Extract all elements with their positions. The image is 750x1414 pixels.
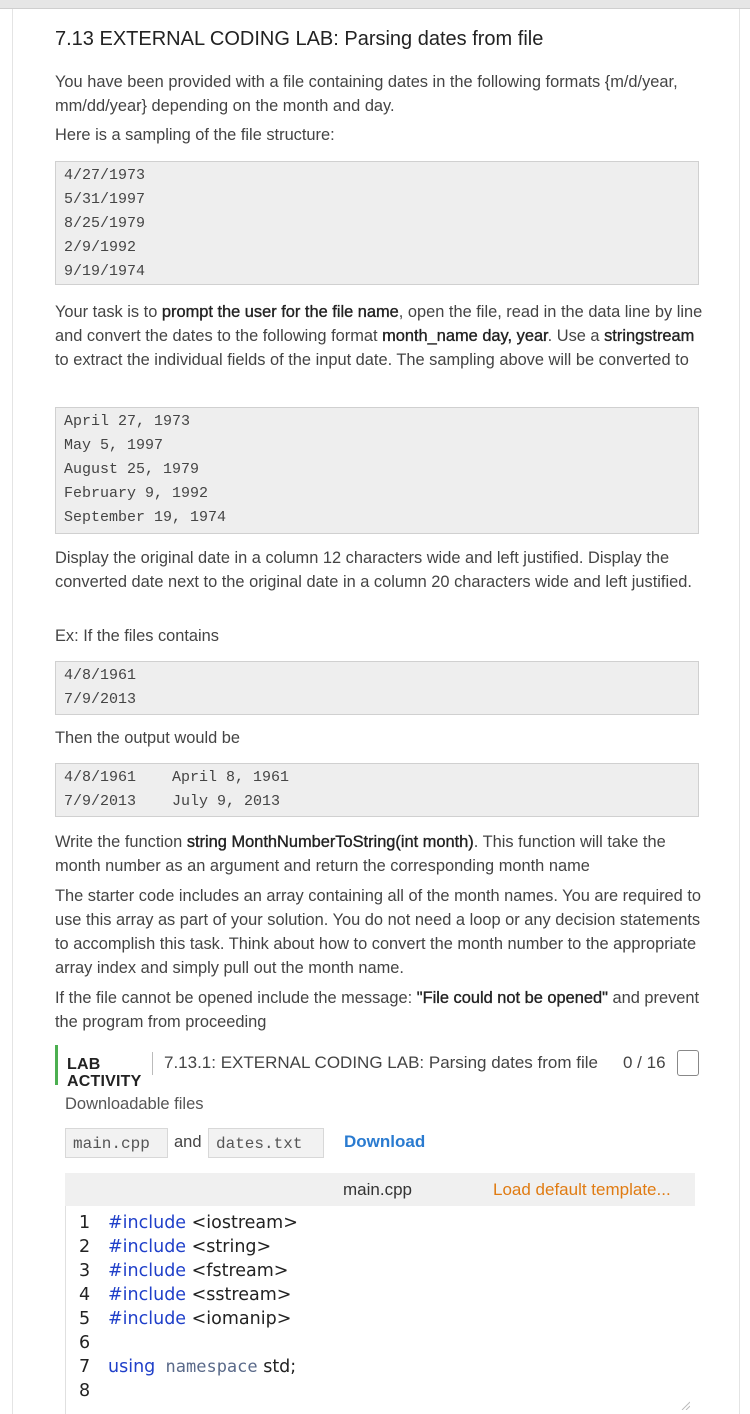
line-number: 4 [79,1285,91,1305]
code-line: September 19, 1974 [64,509,227,526]
display-paragraph: Display the original date in a column 12 characters wide and left justified. Display the converted date next to the original date in a column 20 characters wide and left justified. [55,549,692,591]
line-number: 7 [79,1357,91,1377]
file-main-cpp: main.cpp [65,1128,168,1158]
error-text-2: and prevent the program from proceeding [55,989,700,1031]
file-dates-txt: dates.txt [208,1128,324,1158]
example-label: Ex: If the files contains [55,627,219,645]
page-title: 7.13 EXTERNAL CODING LAB: Parsing dates from file [55,28,544,50]
starter-paragraph: The starter code includes an array containing all of the month names. You are required to use this array as part of your solution. You do not need a loop or any decision statements to accomplish this task. Think about how to convert the month number to the appropriate array index and simply pull out the month name. [55,887,701,977]
code-token: <fstream> [186,1261,289,1281]
code-token: <sstream> [186,1285,292,1305]
task-text-1: Your task is to [55,303,162,321]
code-line: 4/8/1961 [64,667,137,684]
code-line: 8/25/1979 [64,215,146,232]
top-bar [0,0,750,9]
code-line: 2/9/1992 [64,239,137,256]
load-default-template-link[interactable]: Load default template... [493,1180,671,1199]
error-paragraph [55,986,703,1034]
code-line: 5/31/1997 [64,191,146,208]
code-line: May 5, 1997 [64,437,164,454]
downloadable-files-label: Downloadable files [65,1095,204,1113]
completion-checkbox[interactable] [677,1050,699,1076]
sampling-label: Here is a sampling of the file structure: [55,126,335,144]
line-number: 6 [79,1333,91,1353]
code-line: 7/9/2013 July 9, 2013 [64,793,281,810]
error-text-1: If the file cannot be opened include the message: [55,989,417,1007]
editor-filename: main.cpp [343,1180,412,1199]
task-bold-3: stringstream [604,327,695,345]
code-token: <iostream> [186,1213,298,1233]
intro-paragraph: You have been provided with a file containing dates in the following formats {m/d/year, mm/dd/year} depending on the month and day. [55,73,678,115]
keyword-token: #include [108,1213,187,1233]
lab-activity-label: LAB ACTIVITY [67,1056,142,1090]
lab-activity-panel [55,1045,705,1414]
line-content [108,1283,291,1307]
lab-title: 7.13.1: EXTERNAL CODING LAB: Parsing dates from file [164,1053,598,1072]
and-text: and [174,1133,202,1151]
func-bold-1: string MonthNumberToString(int month) [186,833,474,851]
line-content [108,1235,271,1259]
keyword-token: #include [108,1237,187,1257]
func-text-2: . This function will take the month number as an argument and return the corresponding month name [55,833,666,875]
function-paragraph [55,830,703,878]
lab-accent-bar [55,1045,58,1085]
namespace-token: namespace [155,1357,258,1377]
task-bold-1: prompt the user for the file name [161,303,399,321]
code-line: 7/9/2013 [64,691,137,708]
converted-code-box [55,407,699,534]
download-link[interactable]: Download [344,1132,426,1151]
code-editor [65,1173,695,1414]
task-bold-2: month_name day, year [382,327,548,345]
code-line: April 27, 1973 [64,413,191,430]
line-number: 1 [79,1213,91,1233]
code-line: August 25, 1979 [64,461,200,478]
error-bold-1: "File could not be opened" [416,989,608,1007]
keyword-token: #include [108,1285,187,1305]
line-content [108,1211,298,1235]
task-paragraph [55,300,703,372]
editor-header [65,1173,695,1206]
task-text-4: to extract the individual fields of the input date. The sampling above will be converted to [55,351,689,369]
code-token: std; [257,1357,297,1377]
sample-code-box [55,161,699,285]
line-number: 8 [79,1381,91,1401]
keyword-token: #include [108,1309,187,1329]
code-line: 9/19/1974 [64,263,146,280]
task-text-2: , open the file, read in the data line by line and convert the dates to the following format [55,303,703,345]
code-line: 4/8/1961 April 8, 1961 [64,769,290,786]
line-content [108,1307,291,1331]
keyword-token: using [108,1357,156,1377]
line-content [108,1259,288,1283]
lab-separator [152,1052,153,1075]
func-text-1: Write the function [55,833,187,851]
code-line: 4/27/1973 [64,167,146,184]
resize-handle-icon[interactable] [680,1400,690,1410]
example-code-box [55,661,699,715]
code-token: <string> [186,1237,272,1257]
code-line: February 9, 1992 [64,485,209,502]
line-number: 2 [79,1237,91,1257]
lab-score: 0 / 16 [623,1053,666,1072]
code-token: <iomanip> [186,1309,292,1329]
output-label: Then the output would be [55,729,240,747]
keyword-token: #include [108,1261,187,1281]
line-content [108,1355,296,1379]
editor-body[interactable] [65,1206,696,1414]
line-number: 3 [79,1261,91,1281]
task-text-3: . Use a [547,327,605,345]
line-number: 5 [79,1309,91,1329]
output-code-box [55,763,699,817]
